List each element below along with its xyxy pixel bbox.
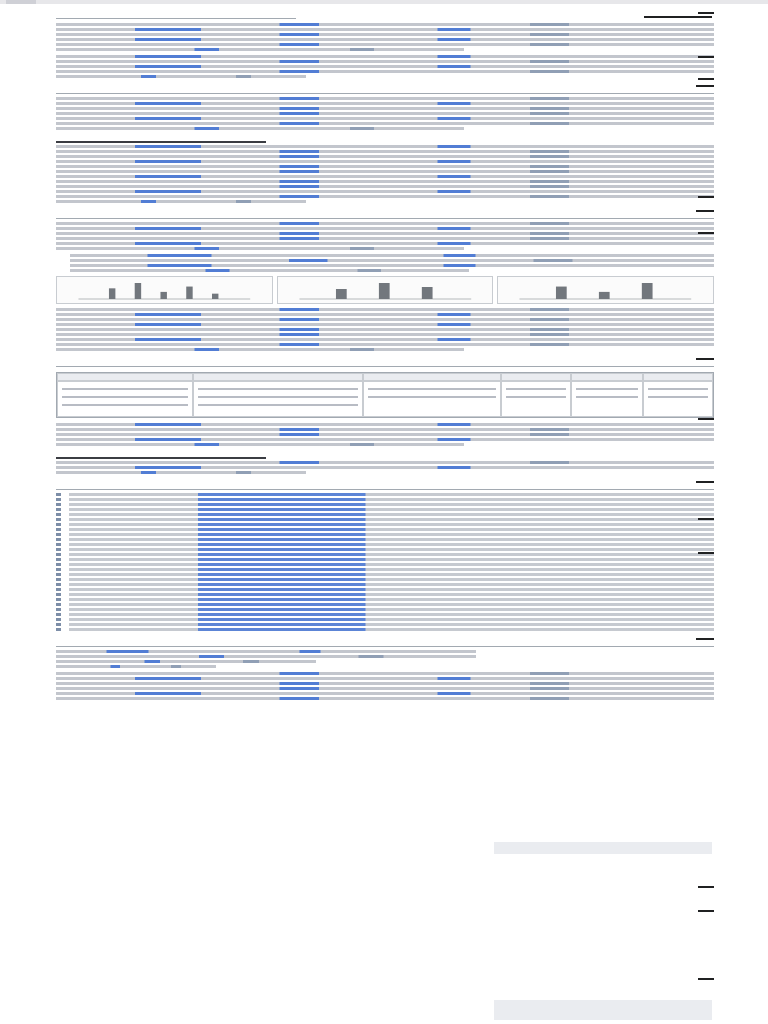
reference-item[interactable] <box>56 603 714 606</box>
table-header-cell <box>571 373 643 381</box>
reference-item[interactable] <box>56 508 714 511</box>
table-cell <box>571 381 643 417</box>
reference-item[interactable] <box>56 498 714 501</box>
reference-item[interactable] <box>56 628 714 631</box>
paragraph <box>56 423 714 446</box>
reference-item[interactable] <box>56 513 714 516</box>
chart-panel <box>56 276 273 304</box>
bar-chart <box>498 277 713 303</box>
edit-link[interactable] <box>698 886 714 888</box>
paragraph <box>56 222 714 250</box>
paragraph <box>56 308 714 351</box>
reference-item[interactable] <box>56 528 714 531</box>
paragraph <box>56 55 714 78</box>
table-header-cell <box>643 373 713 381</box>
reference-item[interactable] <box>56 533 714 536</box>
reference-item[interactable] <box>56 503 714 506</box>
reference-item[interactable] <box>56 593 714 596</box>
bar <box>599 292 610 299</box>
reference-item[interactable] <box>56 558 714 561</box>
reference-item[interactable] <box>56 588 714 591</box>
edit-link[interactable] <box>698 196 714 198</box>
edit-link[interactable] <box>698 78 714 80</box>
bar <box>379 283 390 299</box>
section-heading <box>56 636 714 647</box>
reference-item[interactable] <box>56 493 714 496</box>
reference-item[interactable] <box>56 613 714 616</box>
paragraph <box>56 254 714 272</box>
reference-list <box>56 493 714 631</box>
table-cell <box>193 381 363 417</box>
paragraph <box>56 97 714 130</box>
bar <box>336 289 347 299</box>
section-heading <box>56 356 714 367</box>
paragraph <box>56 672 714 700</box>
table-header-cell <box>363 373 501 381</box>
article-content <box>56 6 714 704</box>
edit-link[interactable] <box>698 232 714 234</box>
subsection-heading <box>56 134 266 143</box>
bar <box>422 287 433 299</box>
reference-item[interactable] <box>56 608 714 611</box>
table-cell <box>643 381 713 417</box>
edit-link[interactable] <box>698 978 714 980</box>
menu-icon[interactable] <box>6 0 36 4</box>
reference-item[interactable] <box>56 618 714 621</box>
section-heading <box>56 208 714 219</box>
reference-item[interactable] <box>56 548 714 551</box>
subsection-heading <box>56 450 266 459</box>
bar <box>186 287 192 299</box>
reference-item[interactable] <box>56 573 714 576</box>
edit-section-link[interactable] <box>696 85 714 87</box>
edit-link[interactable] <box>698 418 714 420</box>
paragraph <box>56 461 714 474</box>
reference-item[interactable] <box>56 578 714 581</box>
browser-top-bar <box>0 0 768 4</box>
reference-item[interactable] <box>56 518 714 521</box>
reference-item[interactable] <box>56 538 714 541</box>
reference-item[interactable] <box>56 543 714 546</box>
reference-item[interactable] <box>56 523 714 526</box>
intro-paragraph <box>56 23 714 51</box>
table-cell <box>501 381 571 417</box>
edit-section-link[interactable] <box>696 481 714 483</box>
reference-item[interactable] <box>56 563 714 566</box>
edit-section-link[interactable] <box>696 358 714 360</box>
section-heading <box>56 479 714 490</box>
bar <box>642 283 653 299</box>
table-cell <box>57 381 193 417</box>
paragraph <box>56 650 476 668</box>
bar-chart <box>57 277 272 303</box>
chart-panel <box>277 276 494 304</box>
edit-link[interactable] <box>698 552 714 554</box>
table-cell <box>363 381 501 417</box>
page-title <box>56 6 296 19</box>
bar <box>212 294 218 299</box>
bar <box>109 288 115 299</box>
sidebar-box <box>494 1000 712 1020</box>
paragraph <box>56 145 714 203</box>
section-heading <box>56 83 714 94</box>
bar-chart <box>278 277 493 303</box>
chart-panel <box>497 276 714 304</box>
edit-link[interactable] <box>698 56 714 58</box>
table-header-cell <box>193 373 363 381</box>
edit-link[interactable] <box>698 12 714 14</box>
edit-section-link[interactable] <box>696 638 714 640</box>
reference-item[interactable] <box>56 598 714 601</box>
reference-item[interactable] <box>56 553 714 556</box>
reference-item[interactable] <box>56 623 714 626</box>
data-table <box>56 372 714 418</box>
edit-link[interactable] <box>698 910 714 912</box>
chart-row <box>56 276 714 304</box>
bar <box>556 287 567 299</box>
sidebar-box <box>494 842 712 854</box>
bar <box>135 283 141 299</box>
reference-item[interactable] <box>56 583 714 586</box>
bar <box>160 292 166 299</box>
reference-item[interactable] <box>56 568 714 571</box>
edit-link[interactable] <box>698 518 714 520</box>
table-header-cell <box>57 373 193 381</box>
edit-section-link[interactable] <box>696 210 714 212</box>
table-header-cell <box>501 373 571 381</box>
